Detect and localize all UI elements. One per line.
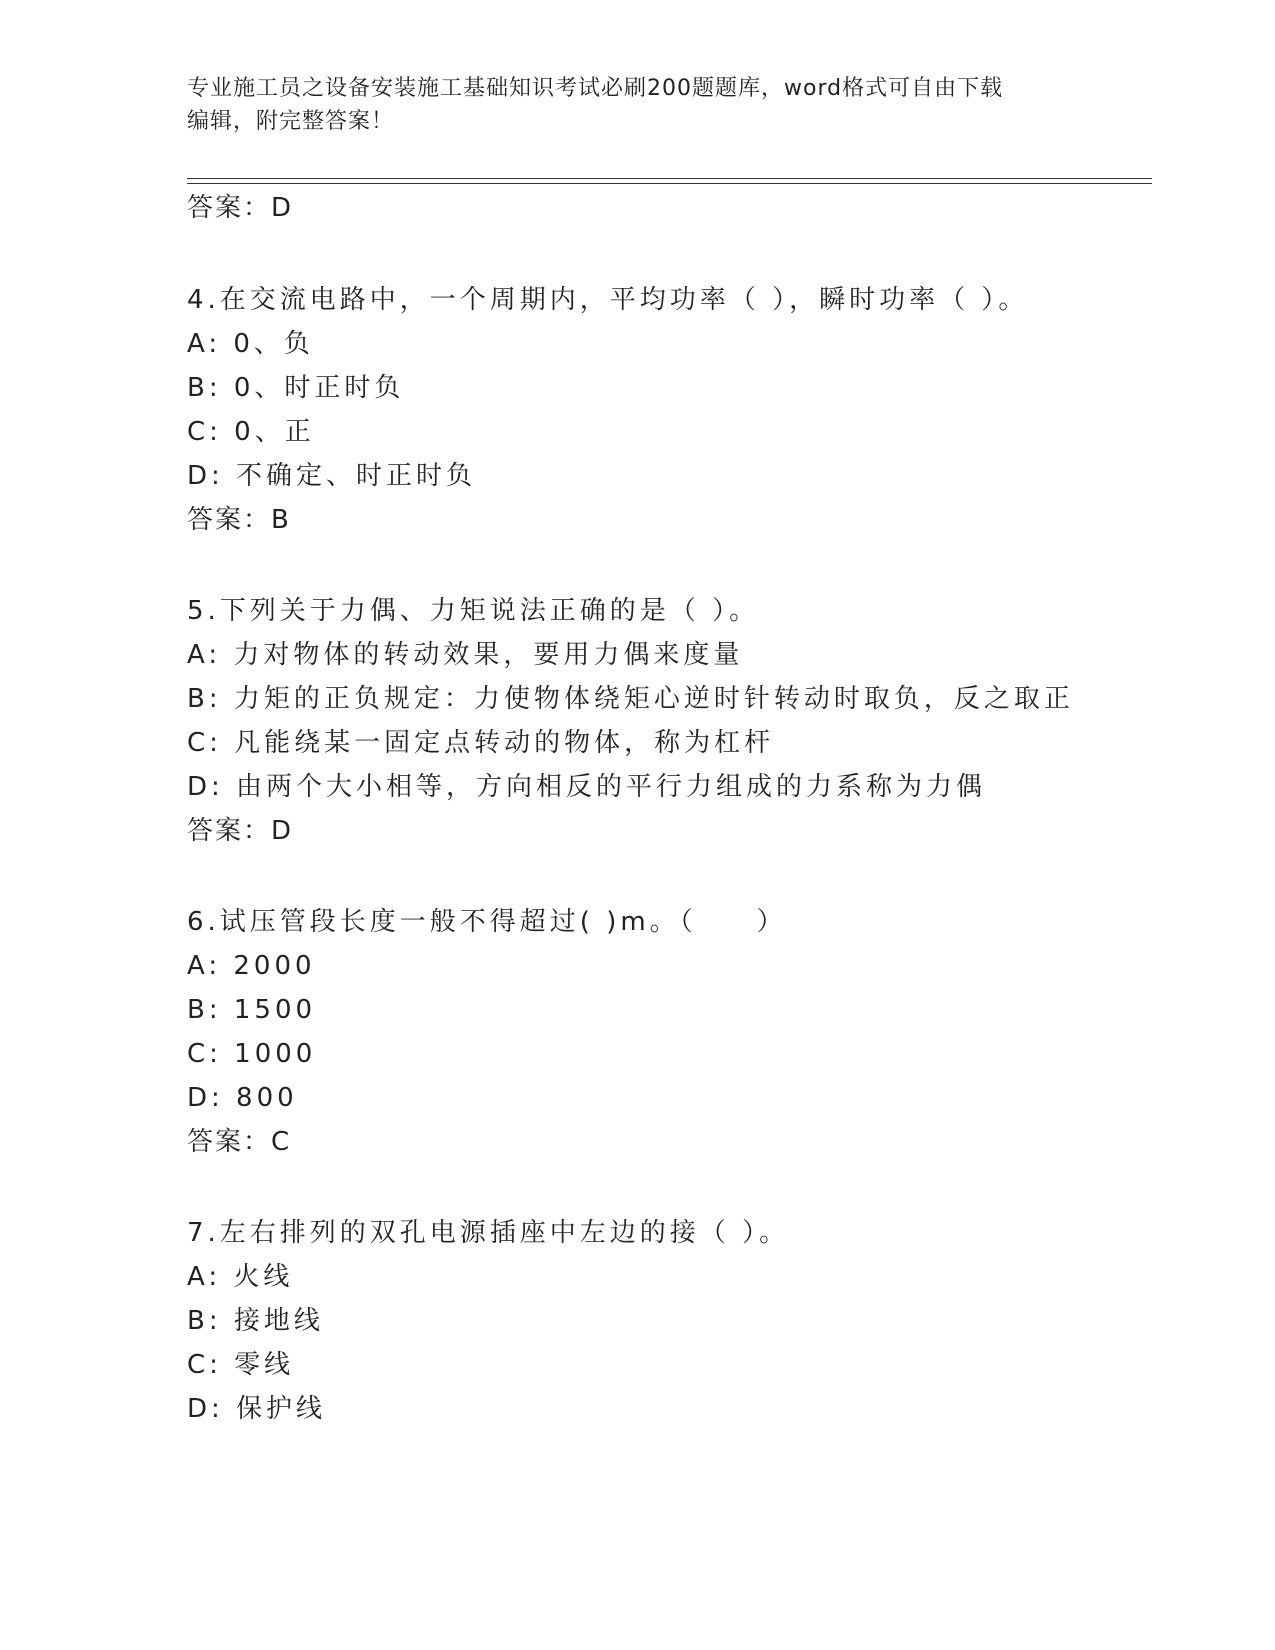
question-7-option-c: C: 零线 xyxy=(187,1350,295,1380)
question-4-option-c: C: 0、正 xyxy=(187,417,315,447)
question-6-option-d: D: 800 xyxy=(187,1083,298,1113)
question-5-option-d: D: 由两个大小相等，方向相反的平行力组成的力系称为力偶 xyxy=(187,772,987,802)
question-4-option-d: D: 不确定、时正时负 xyxy=(187,461,477,491)
question-5-option-a: A: 力对物体的转动效果，要用力偶来度量 xyxy=(187,640,744,670)
question-7-option-a: A: 火线 xyxy=(187,1262,294,1292)
question-5-answer: 答案：D xyxy=(187,816,294,846)
question-6-stem: 6.试压管段长度一般不得超过( )m。（ ） xyxy=(187,907,787,937)
header-rule-bottom xyxy=(187,183,1152,184)
document-header xyxy=(187,72,1067,138)
question-7-option-d: D: 保护线 xyxy=(187,1394,327,1424)
question-4-answer: 答案：B xyxy=(187,505,291,535)
header-line-2: 编辑，附完整答案！ xyxy=(187,109,395,134)
question-6-answer: 答案：C xyxy=(187,1127,292,1157)
question-6-option-b: B: 1500 xyxy=(187,995,317,1025)
question-7-option-b: B: 接地线 xyxy=(187,1306,324,1336)
header-rule-top xyxy=(187,178,1152,179)
question-6-option-c: C: 1000 xyxy=(187,1039,317,1069)
question-4-stem: 4.在交流电路中，一个周期内，平均功率（ ），瞬时功率（ ）。 xyxy=(187,285,1029,315)
question-4-option-a: A: 0、负 xyxy=(187,329,314,359)
question-5-option-c: C: 凡能绕某一固定点转动的物体，称为杠杆 xyxy=(187,728,775,758)
question-5-stem: 5.下列关于力偶、力矩说法正确的是（ ）。 xyxy=(187,596,760,626)
question-4-option-b: B: 0、时正时负 xyxy=(187,373,405,403)
previous-answer: 答案：D xyxy=(187,193,294,223)
header-line-1: 专业施工员之设备安装施工基础知识考试必刷200题题库，word格式可自由下载 xyxy=(187,76,1004,101)
question-6-option-a: A: 2000 xyxy=(187,951,316,981)
question-7-stem: 7.左右排列的双孔电源插座中左边的接（ ）。 xyxy=(187,1218,790,1248)
question-5-option-b: B: 力矩的正负规定：力使物体绕矩心逆时针转动时取负，反之取正 xyxy=(187,684,1074,714)
